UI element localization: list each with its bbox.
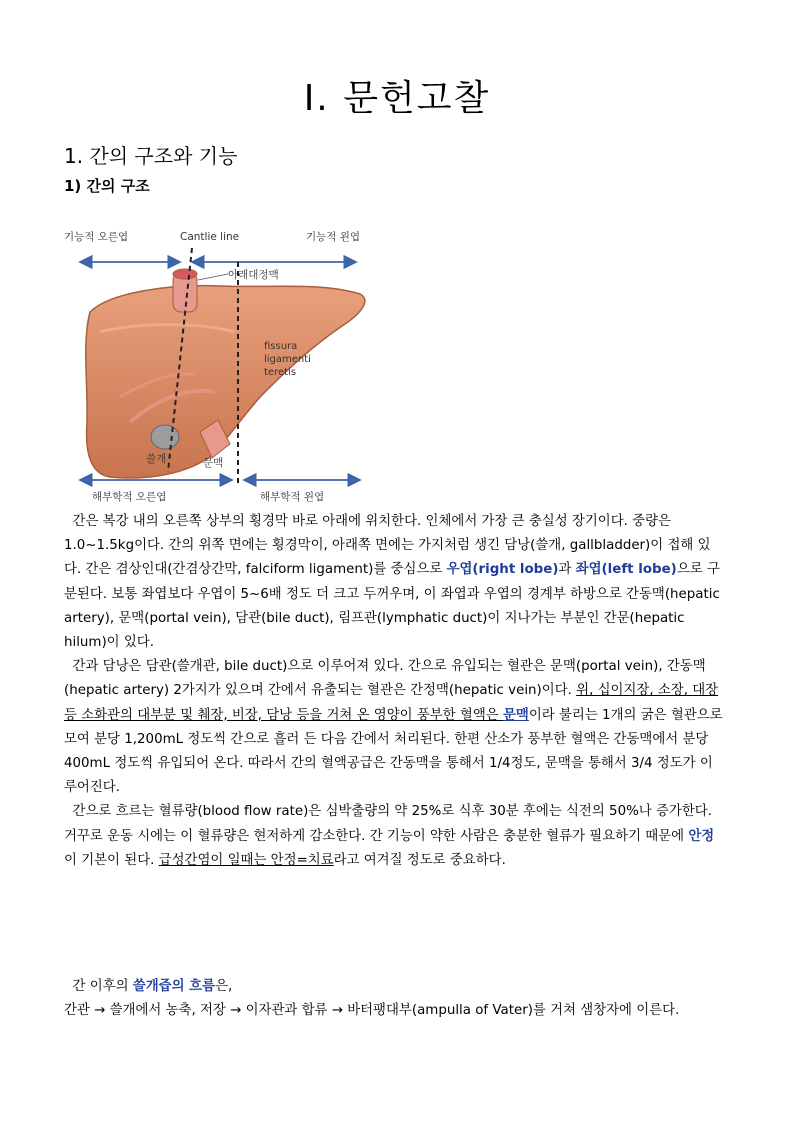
paragraph-bile-flow [64, 975, 724, 999]
paragraph-blood-flow [64, 800, 724, 873]
gallbladder [151, 425, 179, 449]
label-functional-left: 기능적 왼엽 [306, 231, 361, 243]
label-fissura-2: ligamenti [264, 354, 311, 365]
label-portal-vein: 문맥 [203, 457, 224, 469]
text-span: 은, [215, 979, 233, 994]
text-span: 이라 불리는 1개의 굵은 혈관으로 모여 분당 1,200mL 정도씩 간으로 흘러 든 다음 간에서 처리된다. 한편 산소가 풍부한 혈액은 간동맥에서 분당 400mL 정도씩 유입되어 온다. 따라서 간의 혈액공급은 간동맥을 통해서 1/4정도, 문맥을 통해서 3/4 정도가 이루어진다. [64, 707, 723, 796]
liver-diagram [60, 222, 370, 510]
term-right-lobe: 우엽(right lobe) [446, 562, 559, 578]
text-span: 간 이후의 [72, 979, 133, 994]
text-span: 라고 여겨질 정도로 중요하다. [333, 852, 506, 868]
subsection-heading: 1) 간의 구조 [64, 177, 150, 195]
term-left-lobe: 좌엽(left lobe) [575, 562, 677, 578]
text-span: 간과 담낭은 담관(쓸개관, bile duct)으로 이루어져 있다. 간으로 유입되는 혈관은 문맥(portal vein), 간동맥(hepatic artery) 2가지가 있으며 간에서 유출되는 혈관은 간정맥(hepatic vein)이다. [64, 659, 706, 699]
label-anatomic-right: 해부학적 오른엽 [92, 491, 167, 503]
term-rest: 안정 [688, 828, 715, 844]
term-portal-vein: 문맥 [502, 707, 529, 723]
label-fissura-1: fissura [264, 341, 298, 352]
text-span: 이 기본이 된다. [64, 852, 159, 868]
label-cantlie-line: Cantlie line [180, 231, 240, 243]
label-ivc: 아래대정맥 [228, 269, 279, 281]
term-bile-flow: 쓸개즙의 흐름 [132, 979, 216, 994]
paragraph-liver-location [64, 510, 724, 655]
body-text-block [64, 510, 724, 873]
page-title: Ⅰ. 문헌고찰 [303, 78, 491, 119]
text-span: 과 [558, 562, 576, 578]
label-functional-right: 기능적 오른엽 [64, 231, 129, 243]
label-anatomic-left: 해부학적 왼엽 [260, 491, 325, 503]
underlined-text: 위, 십이지장, 소장, 대장 등 소화관의 대부분 및 췌장, 비장, 담낭 등을 거쳐 온 영양이 풍부한 혈액은 [64, 683, 719, 723]
text-span: 간으로 흐르는 혈류량(blood flow rate)은 심박출량의 약 25%로 식후 30분 후에는 식전의 50%나 증가한다. 거꾸로 운동 시에는 이 혈류량은 현저하게 감소한다. 간 기능이 약한 사람은 충분한 혈류가 필요하기 때문에 [64, 804, 712, 844]
text-span: 간은 복강 내의 오른쪽 상부의 횡경막 바로 아래에 위치한다. 인체에서 가장 큰 충실성 장기이다. 중량은 1.0~1.5kg이다. 간의 위쪽 면에는 횡경막이, 아래쪽 면에는 가지처럼 생긴 담낭(쓸개, gallbladder)이 접해 있다. 간은 겸상인대(간겸상간막, falciform ligament)를 중심으로 [64, 514, 711, 578]
underlined-text: 급성간염이 일때는 안정=치료 [158, 852, 334, 868]
section-heading: 1. 간의 구조와 기능 [64, 144, 238, 168]
liver-shape [86, 286, 365, 478]
label-gallbladder: 쓸개 [146, 453, 167, 465]
paragraph-blood-supply [64, 655, 724, 800]
bile-flow-block [64, 975, 724, 1023]
text-span: 으로 구분된다. 보통 좌엽보다 우엽이 5~6배 정도 더 크고 두꺼우며, 이 좌엽과 우엽의 경계부 하방으로 간동맥(hepatic artery), 문맥(portal vein), 담관(bile duct), 림프관(lymphatic duct)이 지나가는 부분인 간문(hepatic hilum)이 있다. [64, 562, 720, 651]
bile-flow-sequence: 간관 → 쓸개에서 농축, 저장 → 이자관과 합류 → 바터팽대부(ampulla of Vater)를 거쳐 샘창자에 이른다. [64, 1003, 680, 1019]
label-fissura-3: teretis [264, 367, 297, 378]
